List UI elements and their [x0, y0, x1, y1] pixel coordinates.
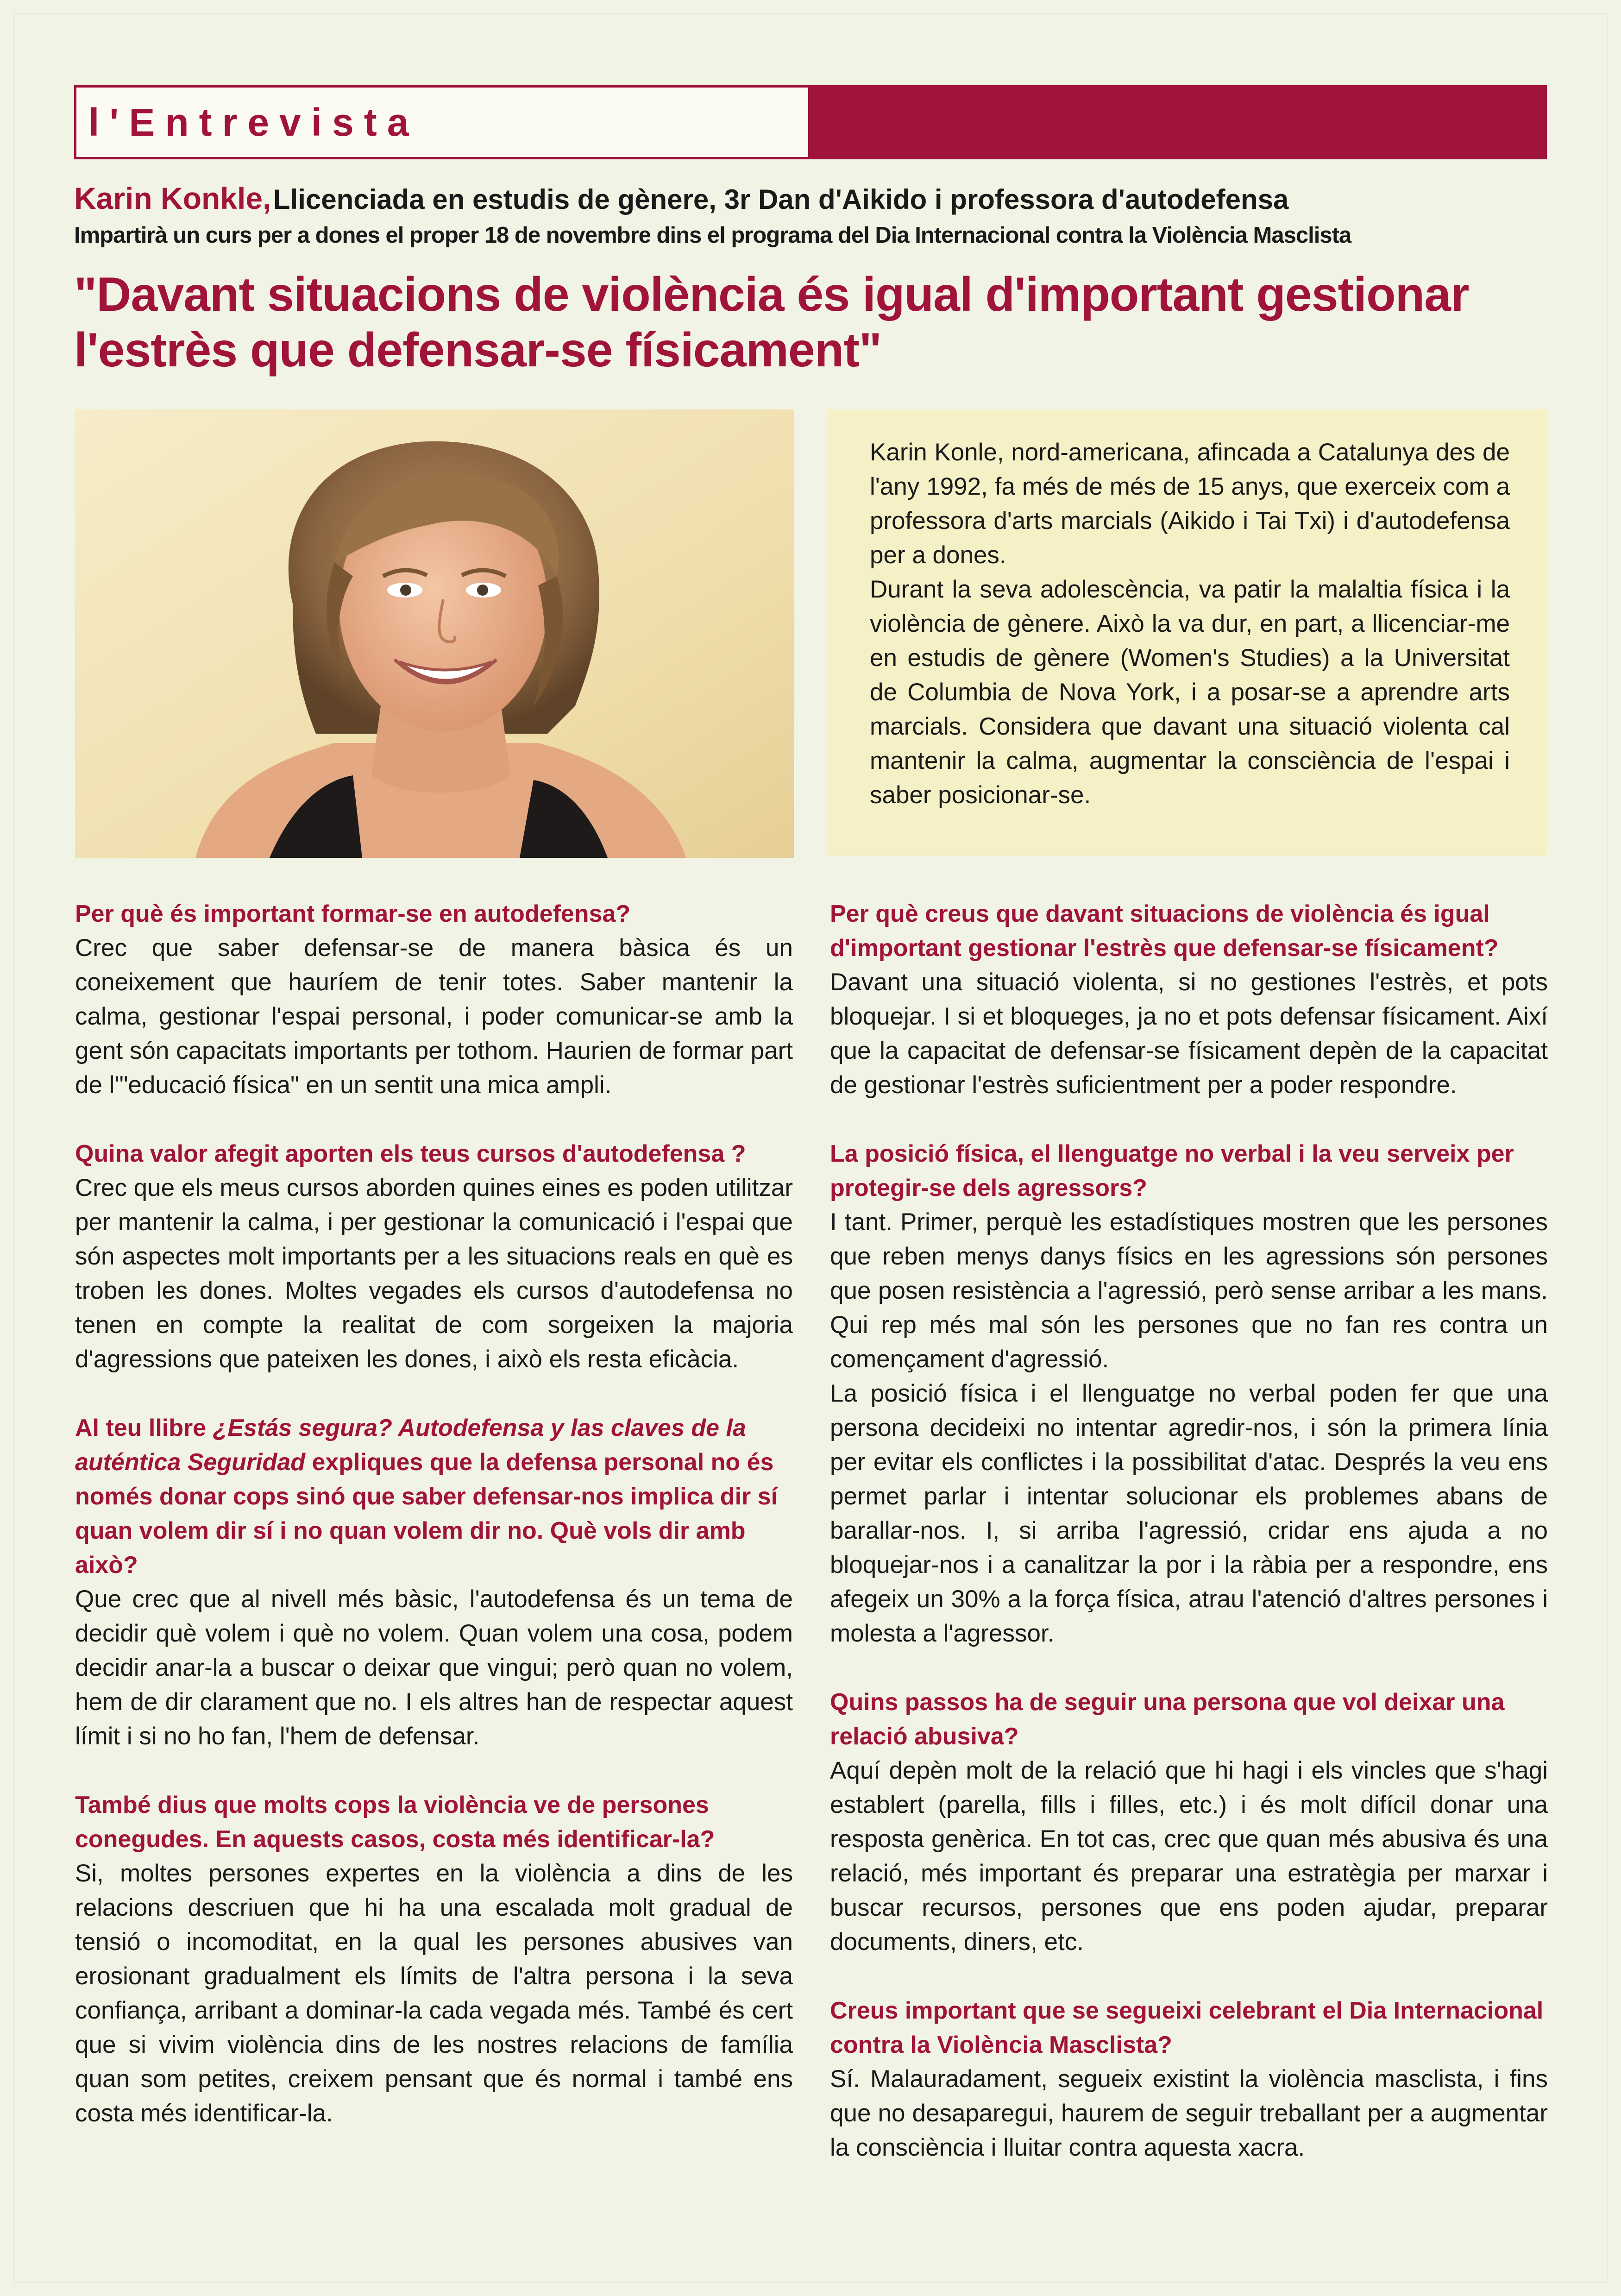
question-text: expliques que la defensa personal no és només donar cops sinó que saber defensar-nos implica dir sí quan volem dir sí i no quan volem dir no. Què vols dir amb això?: [75, 1449, 778, 1579]
answer-paragraph: La posició física i el llenguatge no verbal poden fer que una persona decideixi no intentar agredir-nos, i són la primera línia per evitar els conflictes i la possibilitat d'atac. Després la veu ens permet parlar i intentar solucionar els problemes abans de barallar-nos. I, si arriba l'agressió, cridar ens ajuda a no bloquejar-nos i a canalitzar la por i la ràbia per a respondre, ens afegeix un 30% a la força física, atrau l'atenció d'altres persones i molesta a l'agressor.: [830, 1380, 1548, 1647]
interviewee-name: Karin Konkle,: [74, 181, 271, 215]
event-subline: Impartirà un curs per a dones el proper 18 de novembre dins el programa del Dia Internacional contra la Violència Masclista: [74, 223, 1351, 248]
question: [75, 1411, 793, 1582]
intro-paragraph: Durant la seva adolescència, va patir la malaltia física i la violència de gènere. Això la va dur, en part, a llicenciar-me en estudis de gènere (Women's Studies) a la Universitat de Columbia de Nova York, i a posar-se a aprendre arts marcials. Considera que davant una situació violenta cal mantenir la calma, augmentar la consciència de l'espai i saber posicionar-se.: [870, 576, 1510, 809]
intro-text: [870, 435, 1510, 812]
section-header: [74, 85, 1547, 159]
qa-item: [75, 1411, 793, 1754]
qa-item: [830, 1137, 1548, 1651]
answer: [830, 1205, 1548, 1651]
interviewee-credentials: Llicenciada en estudis de gènere, 3r Dan d'Aikido i professora d'autodefensa: [273, 184, 1289, 215]
section-label-box: [74, 85, 810, 159]
qa-item: [75, 1137, 793, 1377]
question: Quins passos ha de seguir una persona que vol deixar una relació abusiva?: [830, 1689, 1505, 1750]
intro-paragraph: Karin Konle, nord-americana, afincada a Catalunya des de l'any 1992, fa més de més de 15 anys, que exerceix com a professora d'arts marcials (Aikido i Tai Txi) i d'autodefensa per a dones.: [870, 439, 1510, 569]
answer: Aquí depèn molt de la relació que hi hagi i els vincles que s'hagi establert (parella, fills i filles, etc.) i és molt difícil donar una resposta genèrica. En tot cas, crec que quan més abusiva és una relació, més important és preparar una estratègia per marxar i buscar recursos, persones que ens poden ajudar, preparar documents, diners, etc.: [830, 1757, 1548, 1956]
qa-item: [830, 1685, 1548, 1959]
byline: [74, 176, 1556, 229]
question: Per què creus que davant situacions de violència és igual d'important gestionar l'estrès que defensar-se físicament?: [830, 900, 1499, 962]
left-column: [75, 897, 793, 2165]
right-column: [830, 897, 1548, 2199]
question: La posició física, el llenguatge no verbal i la veu serveix per protegir-se dels agressors?: [830, 1140, 1514, 1201]
question: Per què és important formar-se en autodefensa?: [75, 900, 631, 927]
headline-quote: "Davant situacions de violència és igual d'important gestionar l'estrès que defensar-se físicament": [74, 268, 1469, 377]
answer-paragraph: I tant. Primer, perquè les estadístiques mostren que les persones que reben menys danys físics en les agressions són persones que posen resistència a l'agressió, però sense arribar a les mans. Qui rep més mal són les persones que no fan res contra un començament d'agressió.: [830, 1208, 1548, 1373]
qa-item: [75, 897, 793, 1102]
question: També dius que molts cops la violència ve de persones conegudes. En aquests casos, costa més identificar-la?: [75, 1792, 715, 1853]
question-text: Al teu llibre: [75, 1415, 213, 1441]
section-accent-bar: [810, 85, 1547, 159]
qa-item: [830, 897, 1548, 1102]
question: Creus important que se segueixi celebrant el Dia Internacional contra la Violència Masclista?: [830, 1997, 1544, 2058]
answer: Crec que saber defensar-se de manera bàsica és un coneixement que hauríem de tenir totes. Saber mantenir la calma, gestionar l'espai personal, i poder comunicar-se amb la gent són capacitats importants per tothom. Haurien de formar part de l'"educació física" en un sentit una mica ampli.: [75, 934, 793, 1099]
answer: Que crec que al nivell més bàsic, l'autodefensa és un tema de decidir què volem i què no volem. Quan volem una cosa, podem decidir anar-la a buscar o deixar que vingui; però quan no volem, hem de dir clarament que no. I els altres han de respectar aquest límit i si no ho fan, l'hem de defensar.: [75, 1585, 793, 1750]
answer: Sí. Malauradament, segueix existint la violència masclista, i fins que no desaparegui, haurem de seguir treballant per a augmentar la consciència i lluitar contra aquesta xacra.: [830, 2065, 1548, 2161]
question: Quina valor afegit aporten els teus cursos d'autodefensa ?: [75, 1140, 746, 1167]
section-label: l'Entrevista: [88, 100, 419, 144]
intro-box: [828, 409, 1547, 856]
book-title: ¿Estás segura? Autodefensa y las claves de la auténtica Seguridad: [75, 1415, 746, 1476]
answer: Crec que els meus cursos aborden quines eines es poden utilitzar per mantenir la calma, i per gestionar la comunicació i l'espai que són aspectes molt importants per a les situacions reals en què es troben les dones. Moltes vegades els cursos d'autodefensa no tenen en compte la realitat de com sorgeixen la majoria d'agressions que pateixen les dones, i això els resta eficàcia.: [75, 1174, 793, 1373]
answer: Si, moltes persones expertes en la violència a dins de les relacions descriuen que hi ha una escalada molt gradual de tensió o incomoditat, en la qual les persones abusives van erosionant gradualment els límits de l'altra persona i la seva confiança, arribant a dominar-la cada vegada més. També és cert que si vivim violència dins de les nostres relacions de família quan som petites, creixem pensant que és normal i també ens costa més identificar-la.: [75, 1860, 793, 2127]
answer: Davant una situació violenta, si no gestiones l'estrès, et pots bloquejar. I si et bloqueges, ja no et pots defensar físicament. Així que la capacitat de defensar-se físicament depèn de la capacitat de gestionar l'estrès suficientment per a poder respondre.: [830, 969, 1548, 1099]
portrait-photo: [75, 409, 794, 858]
qa-item: [75, 1788, 793, 2131]
qa-item: [830, 1994, 1548, 2165]
